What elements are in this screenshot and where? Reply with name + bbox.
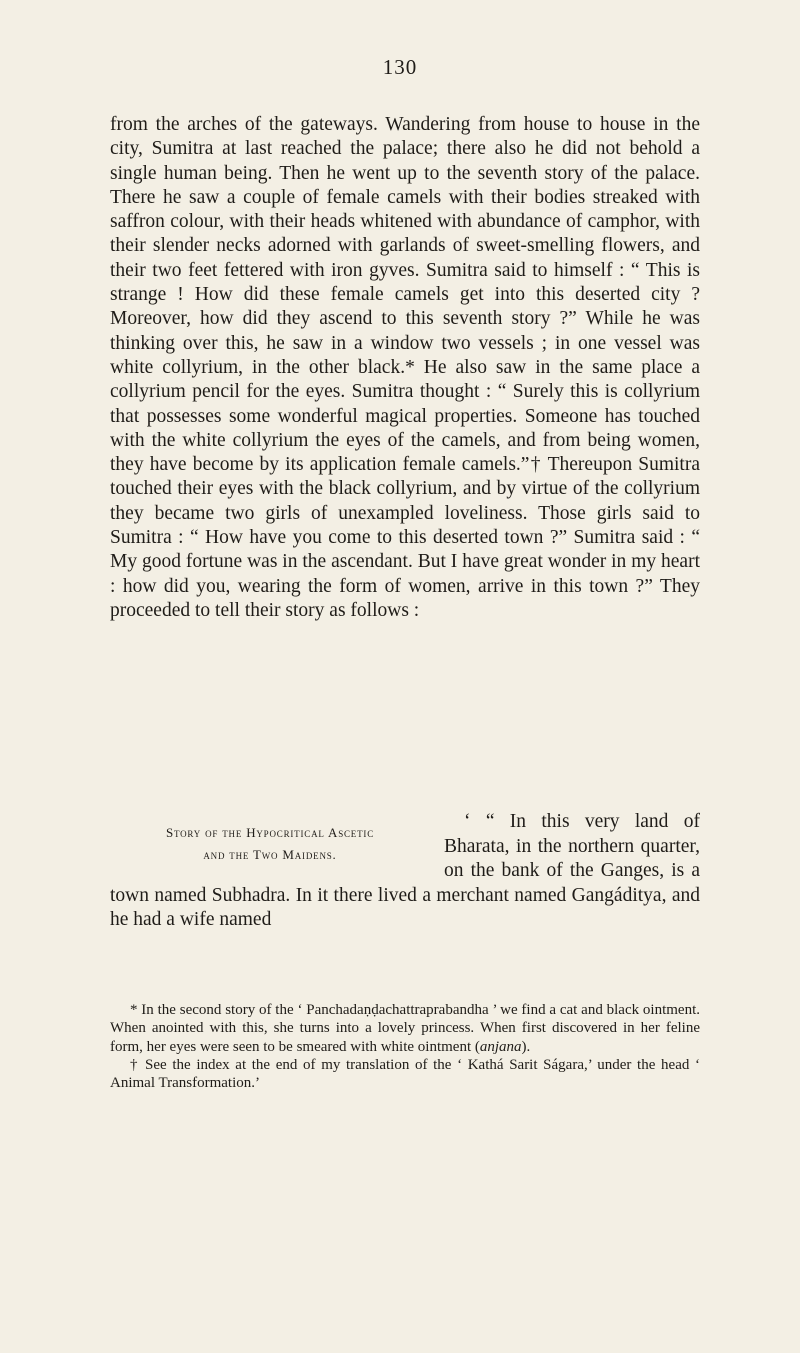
footnotes bbox=[110, 1001, 700, 1092]
story-opening-paragraph: ‘ “ In this very land of Bharata, in the northern quarter, on the bank of the Ganges, is a town named Subhadra. In it there lived a merchant named Gangáditya, and he had a wife named bbox=[110, 811, 700, 930]
side-heading-line-2: and the Two Maidens. bbox=[203, 847, 337, 862]
story-section bbox=[110, 810, 700, 933]
footnote-1-end: ). bbox=[521, 1038, 531, 1055]
footnote-1-term: anjana bbox=[479, 1038, 522, 1055]
footnote-2: † See the index at the end of my translation of the ‘ Kathá Sarit Ságara,’ under the head ‘ Animal Transformation.’ bbox=[110, 1056, 700, 1092]
side-heading-line-1: Story of the Hypocritical Ascetic bbox=[165, 825, 375, 840]
footnote-1 bbox=[110, 1001, 700, 1056]
story-side-heading bbox=[110, 822, 430, 866]
main-text-block bbox=[110, 113, 700, 623]
body-paragraph: from the arches of the gateways. Wandering from house to house in the city, Sumitra at last reached the palace; there also he did not behold a single human being. Then he went up to the seventh story of the palace. There he saw a couple of female camels with their bodies streaked with saffron colour, with their heads whitened with abundance of camphor, with their slender necks adorned with garlands of sweet-smelling flowers, and their two feet fettered with iron gyves. Sumitra said to himself : “ This is strange ! How did these female camels get into this deserted city ? Moreover, how did they ascend to this seventh story ?” While he was thinking over this, he saw in a window two vessels ; in one vessel was white collyrium, in the other black.* He also saw in the same place a collyrium pencil for the eyes. Sumitra thought : “ Surely this is collyrium that possesses some wonderful magical properties. Someone has touched with the white collyrium the eyes of the camels, and from being women, they have become by its application female camels.”† Thereupon Sumitra touched their eyes with the black collyrium, and by virtue of the collyrium they became two girls of unexampled loveliness. Those girls said to Sumitra : “ How have you come to this deserted town ?” Sumitra said : “ My good fortune was in the ascendant. But I have great wonder in my heart : how did you, wearing the form of women, arrive in this town ?” They proceeded to tell their story as follows : bbox=[110, 114, 700, 621]
footnote-1-text: * In the second story of the ‘ Panchadaṇḍachattraprabandha ’ we find a cat and black ointment. When anointed with this, she turns into a lovely princess. When first discovered in her feline form, her eyes were seen to be smeared with white ointment ( bbox=[110, 1002, 700, 1055]
page-number: 130 bbox=[382, 55, 418, 79]
